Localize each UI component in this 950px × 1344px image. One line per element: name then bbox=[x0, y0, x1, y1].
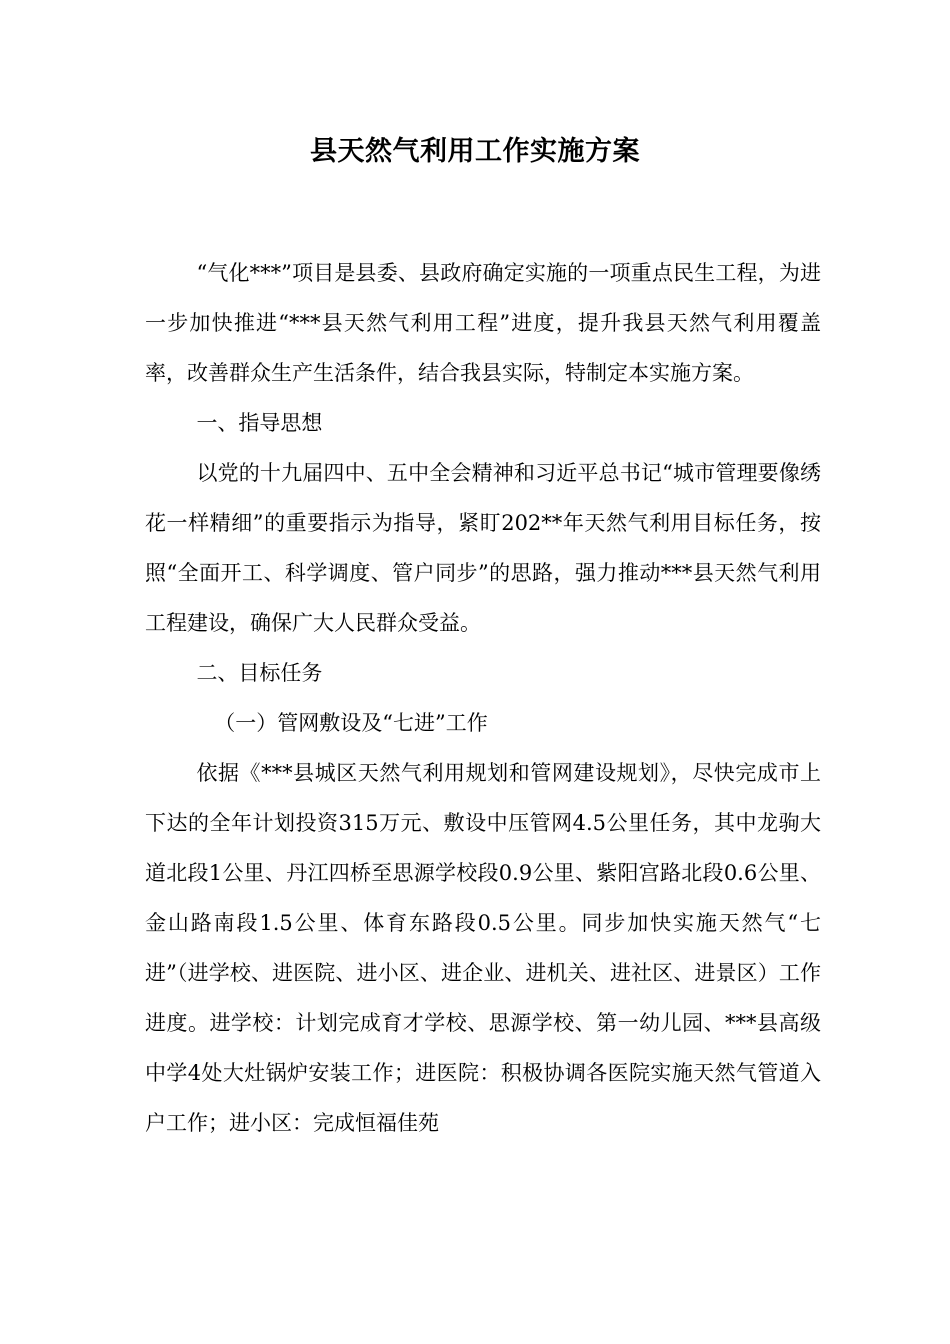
heading-guiding-ideology: 一、指导思想 bbox=[196, 411, 323, 435]
paragraph-guiding-ideology: 以党的十九届四中、五中全会精神和习近平总书记“城市管理要像绣花一样精细”的重要指示为指导，紧盯202**年天然气利用目标任务，按照“全面开工、科学调度、管户同步”的思路，强力推动***县天然气利用工程建设，确保广大人民群众受益。 bbox=[145, 461, 821, 635]
document-title: 县天然气利用工作实施方案 bbox=[310, 136, 640, 167]
paragraph-pipeline: 依据《***县城区天然气利用规划和管网建设规划》，尽快完成市上下达的全年计划投资315万元、敷设中压管网4.5公里任务，其中龙驹大道北段1公里、丹江四桥至思源学校段0.9公里、紫阳宫路北段0.6公里、金山路南段1.5公里、体育东路段0.5公里。同步加快实施天然气“七进”（进学校、进医院、进小区、进企业、进机关、进社区、进景区）工作进度。进学校：计划完成育才学校、思源学校、第一幼儿园、***县高级中学4处大灶锅炉安装工作；进医院：积极协调各医院实施天然气管道入户工作；进小区：完成恒福佳苑 bbox=[145, 761, 821, 1135]
subheading-pipeline: （一）管网敷设及“七进”工作 bbox=[214, 711, 488, 735]
paragraph-intro: “气化***”项目是县委、县政府确定实施的一项重点民生工程，为进一步加快推进“***县天然气利用工程”进度，提升我县天然气利用覆盖率，改善群众生产生活条件，结合我县实际，特制定本实施方案。 bbox=[145, 261, 821, 385]
document-body bbox=[145, 248, 821, 1148]
heading-target-tasks: 二、目标任务 bbox=[196, 661, 323, 685]
